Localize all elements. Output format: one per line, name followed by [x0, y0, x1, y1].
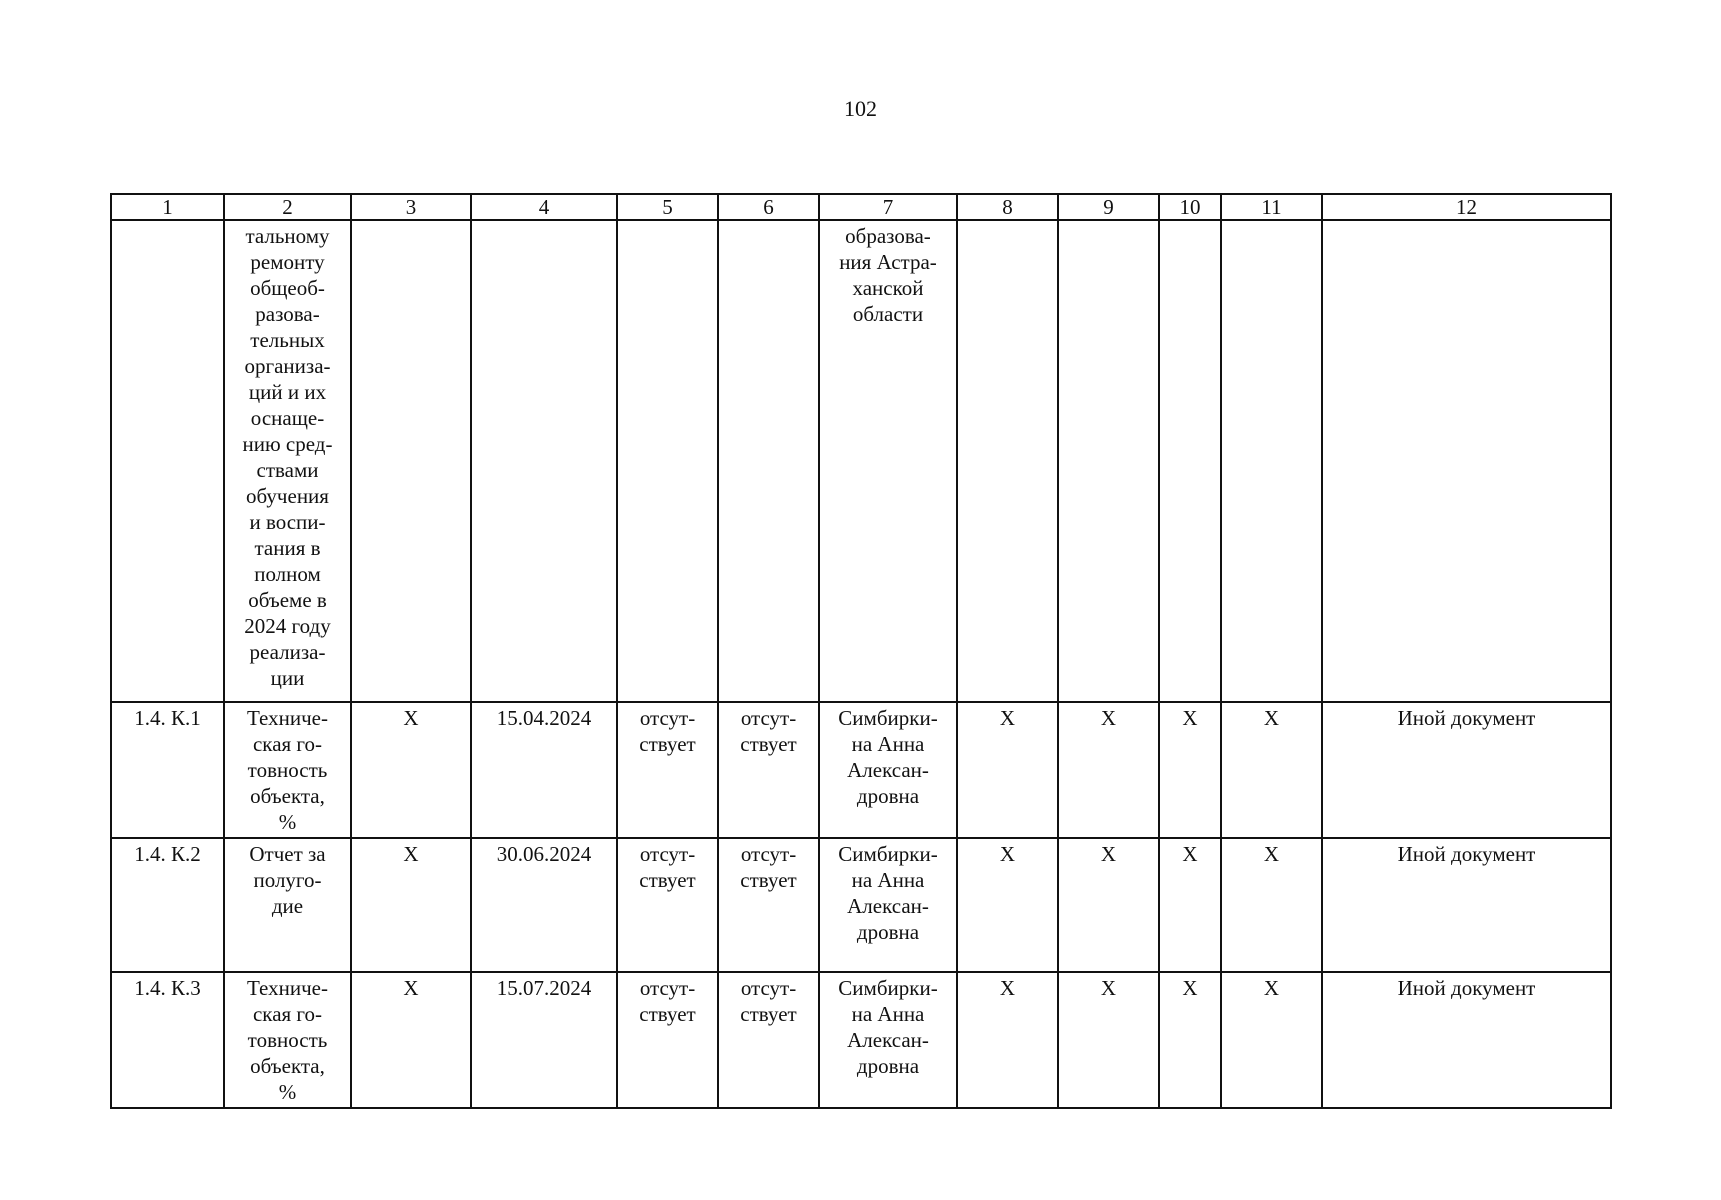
cell-x: X — [1159, 838, 1221, 972]
cell-absent: отсут- ствует — [617, 972, 718, 1108]
cell-x: X — [351, 972, 471, 1108]
row-date: 15.07.2024 — [471, 972, 617, 1108]
cell-absent: отсут- ствует — [718, 702, 819, 838]
responsible-continuation: образова- ния Астра- ханской области — [819, 220, 957, 702]
column-header: 8 — [957, 194, 1058, 220]
row-responsible: Симбирки- на Анна Алексан- дровна — [819, 972, 957, 1108]
column-header: 10 — [1159, 194, 1221, 220]
table-cell — [1221, 220, 1322, 702]
table-cell — [471, 220, 617, 702]
task-name-continuation: тальному ремонту общеоб- разова- тельных организа- ций и их оснаще- нию сред- ствами обучения и воспи- тания в полном объеме в 2024 году реализа- ции — [224, 220, 351, 702]
column-header: 7 — [819, 194, 957, 220]
cell-x: X — [1221, 838, 1322, 972]
table-cell — [1159, 220, 1221, 702]
cell-x: X — [1058, 972, 1159, 1108]
table-row — [111, 838, 1611, 972]
row-id: 1.4. К.3 — [111, 972, 224, 1108]
column-header: 5 — [617, 194, 718, 220]
cell-absent: отсут- ствует — [617, 702, 718, 838]
table-cell — [957, 220, 1058, 702]
table-row — [111, 972, 1611, 1108]
table-cell — [1322, 220, 1611, 702]
table-cell — [718, 220, 819, 702]
table-cell — [111, 220, 224, 702]
cell-x: X — [351, 702, 471, 838]
cell-x: X — [351, 838, 471, 972]
row-id: 1.4. К.1 — [111, 702, 224, 838]
column-header: 9 — [1058, 194, 1159, 220]
row-document-type: Иной документ — [1322, 702, 1611, 838]
cell-absent: отсут- ствует — [718, 972, 819, 1108]
table-cell — [1058, 220, 1159, 702]
page-number: 102 — [844, 96, 877, 121]
cell-x: X — [957, 702, 1058, 838]
cell-x: X — [1221, 702, 1322, 838]
column-header: 11 — [1221, 194, 1322, 220]
table-row — [111, 702, 1611, 838]
column-header: 1 — [111, 194, 224, 220]
cell-x: X — [1159, 702, 1221, 838]
row-responsible: Симбирки- на Анна Алексан- дровна — [819, 702, 957, 838]
row-name: Техниче- ская го- товность объекта, % — [224, 972, 351, 1108]
cell-x: X — [1221, 972, 1322, 1108]
table-cell — [617, 220, 718, 702]
row-document-type: Иной документ — [1322, 972, 1611, 1108]
column-header: 4 — [471, 194, 617, 220]
cell-x: X — [1058, 702, 1159, 838]
cell-absent: отсут- ствует — [718, 838, 819, 972]
column-header: 12 — [1322, 194, 1611, 220]
row-name: Техниче- ская го- товность объекта, % — [224, 702, 351, 838]
row-name: Отчет за полуго- дие — [224, 838, 351, 972]
row-id: 1.4. К.2 — [111, 838, 224, 972]
column-header: 3 — [351, 194, 471, 220]
header-row — [111, 194, 1611, 220]
continuation-row — [111, 220, 1611, 702]
table-cell — [351, 220, 471, 702]
row-date: 15.04.2024 — [471, 702, 617, 838]
document-table — [110, 193, 1612, 1109]
cell-x: X — [957, 838, 1058, 972]
cell-x: X — [1058, 838, 1159, 972]
cell-x: X — [957, 972, 1058, 1108]
cell-x: X — [1159, 972, 1221, 1108]
row-responsible: Симбирки- на Анна Алексан- дровна — [819, 838, 957, 972]
row-date: 30.06.2024 — [471, 838, 617, 972]
cell-absent: отсут- ствует — [617, 838, 718, 972]
column-header: 6 — [718, 194, 819, 220]
column-header: 2 — [224, 194, 351, 220]
row-document-type: Иной документ — [1322, 838, 1611, 972]
